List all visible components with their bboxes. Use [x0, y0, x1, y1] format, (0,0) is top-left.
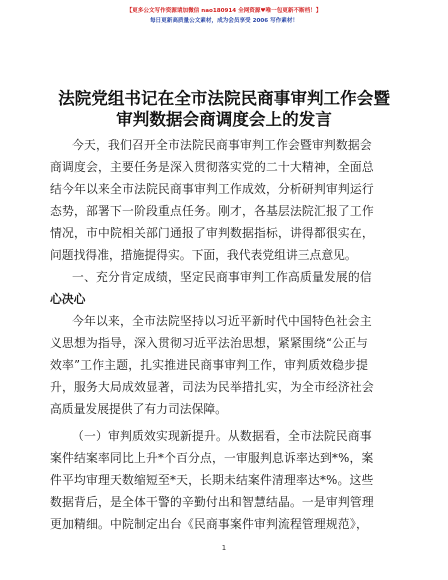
body-line: 高质量发展提供了有力司法保障。: [50, 402, 227, 416]
document-title-line-2: 审判数据会商调度会上的发言: [116, 109, 332, 129]
body-line: 效率”工作主题，扎实推进民商事审判工作，审判质效稳步提: [50, 358, 369, 372]
body-line: 升，服务大局成效显著，司法为民举措扎实，为全市经济社会: [50, 380, 374, 394]
body-line: 态势，部署下一阶段重点任务。刚才，各基层法院汇报了工作: [50, 204, 374, 218]
body-line: 更加精细。中院制定出台《民商事案件审判流程管理规范》，: [50, 517, 369, 531]
page-number: 1: [221, 544, 227, 552]
promo-banner-line-2: 每日更新高质量公文素材，成为会员享受 2006 写作素材！: [149, 18, 299, 24]
body-line: 数据背后，是全体干警的辛勤付出和智慧结晶。一是审判管理: [50, 495, 374, 509]
promo-banner-line-1: 【更多公文写作资源请加微信 nao180914 全网资源♥唯一包更新不断档！】: [126, 8, 322, 14]
body-line: 商调度会，主要任务是深入贯彻落实党的二十大精神，全面总: [50, 160, 374, 174]
document-title-line-1: 法院党组书记在全市法院民商事审判工作会暨: [58, 88, 390, 108]
body-line: 义思想为指导，深入贯彻习近平法治思想，紧紧围绕“公正与: [50, 336, 369, 350]
body-line: 今天，我们召开全市法院民商事审判工作会暨审判数据会: [72, 138, 372, 152]
body-line: 案件结案率同比上升*个百分点，一审服判息诉率达到*%，案: [50, 451, 374, 465]
body-line: 件平均审理天数缩短至*天，长期未结案件清理率达*%。这些: [50, 473, 374, 487]
body-line: 问题找得准，措施提得实。下面，我代表党组讲三点意见。: [50, 248, 357, 262]
section-heading-line-2: 心决心: [50, 292, 86, 306]
body-line: 今年以来，全市法院坚持以习近平新时代中国特色社会主: [72, 314, 372, 328]
body-line: （一）审判质效实现新提升。从数据看，全市法院民商事: [72, 429, 372, 443]
body-line: 结今年以来全市法院民商事审判工作成效，分析研判审判运行: [50, 182, 374, 196]
section-heading-line-1: 一、充分肯定成绩，坚定民商事审判工作高质量发展的信: [72, 270, 372, 284]
body-line: 情况，市中院相关部门通报了审判数据指标，讲得都很实在，: [50, 226, 374, 240]
